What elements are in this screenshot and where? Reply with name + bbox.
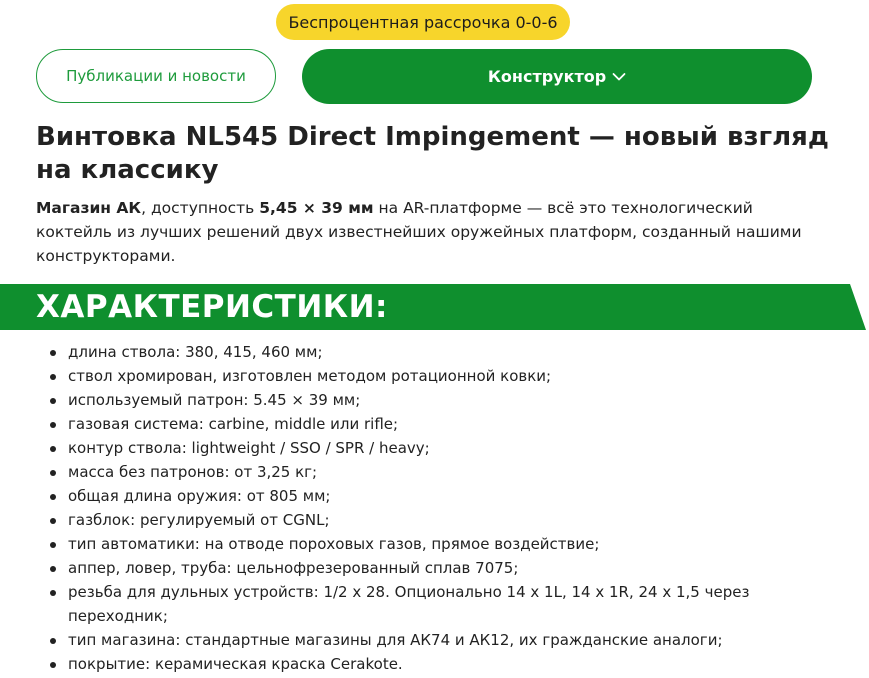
builder-button[interactable]	[302, 49, 812, 104]
promo-label: Беспроцентная рассрочка 0-0-6	[288, 12, 558, 32]
intro-text-1: , доступность	[141, 199, 260, 217]
spec-item: контур ствола: lightweight / SSO / SPR / heavy;	[46, 436, 816, 460]
spec-item: газблок: регулируемый от CGNL;	[46, 508, 816, 532]
specs-list	[46, 340, 816, 676]
chevron-down-icon	[612, 72, 626, 82]
intro-bold-caliber: 5,45 × 39 мм	[259, 199, 374, 217]
news-button[interactable]	[36, 49, 276, 103]
spec-item: покрытие: керамическая краска Cerakote.	[46, 652, 816, 676]
specs-heading: ХАРАКТЕРИСТИКИ:	[36, 289, 388, 325]
intro-text-2: на AR-платформе — всё это технологический коктейль из лучших решений двух известнейших оружейных платформ, созданный нашими конструкторами.	[36, 199, 802, 265]
spec-item: ствол хромирован, изготовлен методом ротационной ковки;	[46, 364, 816, 388]
article-intro	[36, 196, 816, 268]
spec-item: газовая система: carbine, middle или rifle;	[46, 412, 816, 436]
spec-item: аппер, ловер, труба: цельнофрезерованный сплав 7075;	[46, 556, 816, 580]
spec-item: тип автоматики: на отводе пороховых газов, прямое воздействие;	[46, 532, 816, 556]
spec-item: тип магазина: стандартные магазины для АК74 и АК12, их гражданские аналоги;	[46, 628, 816, 652]
spec-item: используемый патрон: 5.45 × 39 мм;	[46, 388, 816, 412]
spec-item: длина ствола: 380, 415, 460 мм;	[46, 340, 816, 364]
spec-item: резьба для дульных устройств: 1/2 x 28. Опционально 14 x 1L, 14 x 1R, 24 x 1,5 через переходник;	[46, 580, 816, 628]
spec-item: масса без патронов: от 3,25 кг;	[46, 460, 816, 484]
specs-banner	[0, 284, 869, 330]
news-button-label: Публикации и новости	[66, 67, 246, 85]
spec-item: общая длина оружия: от 805 мм;	[46, 484, 816, 508]
builder-button-label: Конструктор	[487, 67, 607, 86]
promo-badge[interactable]	[276, 4, 570, 40]
article-title: Винтовка NL545 Direct Impingement — новый взгляд на классику	[36, 122, 829, 185]
intro-bold-magazine: Магазин АК	[36, 199, 142, 217]
